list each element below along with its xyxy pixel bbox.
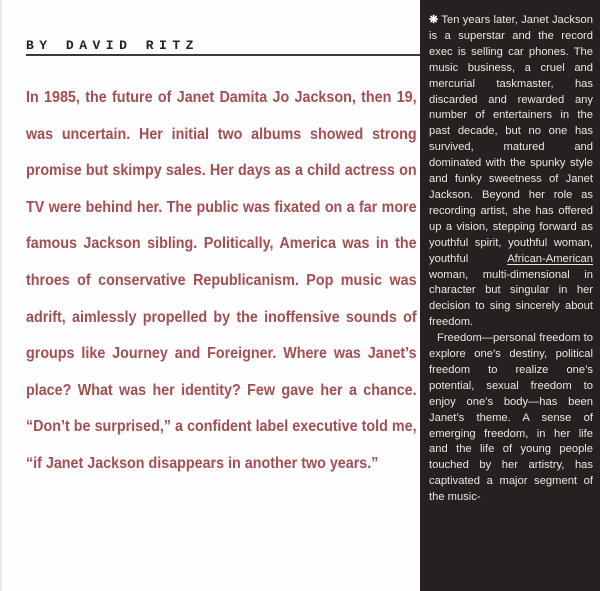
page-edge <box>0 0 2 591</box>
sidebar-paragraph-2: Freedom—personal freedom to explore one’s destiny, political freedom to realize one’s potential, sexual freedom to enjoy one’s body—has been Janet’s theme. A sense of emerging freedom, in her life and the life of young people touched by her artistry, has captivated a major segment of the music- <box>429 332 593 504</box>
sidebar-paragraph-1-start: Ten years later, Janet Jackson is a superstar and the record exec is selling car phones. The music business, a cruel and mercurial taskmaster, has discarded and rewarded any number of entertainers in the past decade, but no one has survived, matured and dominated with the spunky style and funky sweetness of Janet Jackson. Beyond her role as recording artist, she has offered up a vision, stepping forward as youthful spirit, youthful woman, youthful <box>429 14 593 265</box>
sidebar-paragraph-1-end: woman, multi-dimensional in character but singular in her decision to sing sincerely about freedom. <box>429 268 593 329</box>
flower-asterisk-icon: ❋ <box>429 14 439 26</box>
lead-paragraph: In 1985, the future of Janet Damita Jo Jackson, then 19, was uncertain. Her initial two albums showed strong promise but skimpy sales. Her days as a child actress on TV were behind her. The public was fixated on a far more famous Jackson sibling. Politically, America was in the throes of conservative Republicanism. Pop music was adrift, aimlessly propelled by the inoffensive sounds of groups like Journey and Foreigner. Where was Janet’s place? What was her identity? Few gave her a chance. “Don’t be surprised,” a confident label executive told me, “if Janet Jackson disappears in another two years.” <box>26 89 417 472</box>
underlined-phrase: African-American <box>507 252 593 265</box>
byline-rule <box>26 54 420 56</box>
sidebar-text <box>429 13 593 506</box>
byline: BY DAVID RITZ <box>26 38 199 53</box>
